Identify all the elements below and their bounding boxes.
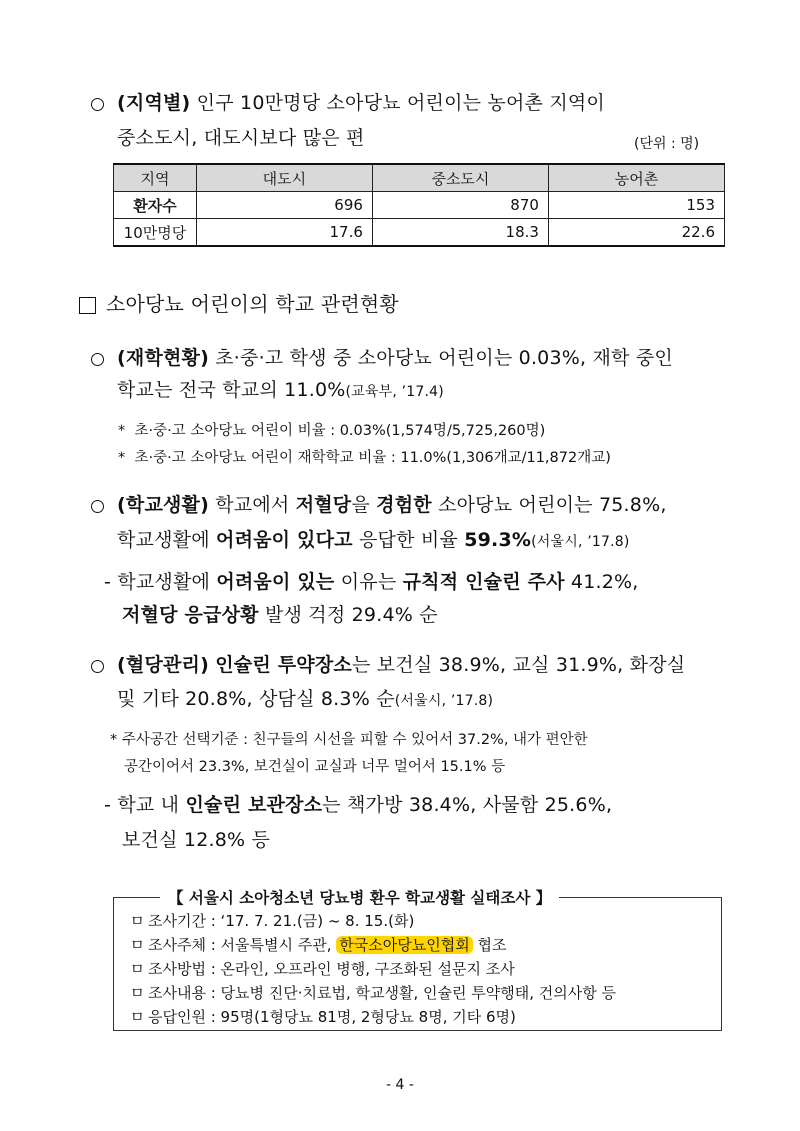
region-line-2: 중소도시, 대도시보다 많은 편 — [117, 127, 365, 149]
management-line-2: 및 기타 20.8%, 상담실 8.3% 순(서울시, ’17.8) — [117, 688, 494, 710]
survey-row-organizer: ㅁ 조사주체 : 서울특별시 주관, 한국소아당뇨인협회 협조 — [130, 936, 507, 954]
unit-label: (단위 : 명) — [634, 136, 700, 152]
region-stats-table — [113, 163, 725, 247]
survey-row-method: ㅁ 조사방법 : 온라인, 오프라인 병행, 구조화된 설문지 조사 — [130, 960, 515, 978]
square-bullet-icon — [79, 297, 96, 314]
management-note-line-2: 공간이어서 23.3%, 보건실이 교실과 너무 멀어서 15.1% 등 — [124, 759, 506, 775]
table-cell: 870 — [372, 192, 548, 219]
dash-marker: - — [104, 571, 112, 593]
region-line-1: (지역별) 인구 10만명당 소아당뇨 어린이는 농어촌 지역이 — [117, 92, 605, 114]
enrollment-line-1: (재학현황) 초·중·고 학생 중 소아당뇨 어린이는 0.03%, 재학 중인 — [117, 347, 673, 369]
square-marker-icon: ㅁ — [130, 936, 145, 954]
page-number: - 4 - — [386, 1077, 414, 1093]
management-sub-line-1: - 학교 내 인슐린 보관장소는 책가방 38.4%, 사물함 25.6%, — [104, 794, 613, 816]
survey-box-title: 【 서울시 소아청소년 당뇨병 환우 학교생활 실태조사 】 — [160, 886, 559, 908]
survey-row-respondents: ㅁ 응답인원 : 95명(1형당뇨 81명, 2형당뇨 8명, 기타 6명) — [130, 1008, 516, 1026]
asterisk-icon: * — [118, 423, 126, 439]
enrollment-note-2: * 초·중·고 소아당뇨 어린이 재학학교 비율 : 11.0%(1,306개교/11,872개교) — [118, 450, 611, 466]
table-header-cell: 농어촌 — [548, 164, 724, 192]
table-cell: 17.6 — [196, 219, 372, 247]
table-cell: 18.3 — [372, 219, 548, 247]
circle-bullet-icon — [91, 660, 104, 673]
section-heading: 소아당뇨 어린이의 학교 관련현황 — [106, 292, 399, 316]
square-marker-icon: ㅁ — [130, 984, 145, 1002]
square-marker-icon: ㅁ — [130, 1008, 145, 1026]
survey-row-period: ㅁ 조사기간 : ‘17. 7. 21.(금) ~ 8. 15.(화) — [130, 912, 415, 930]
asterisk-icon: * — [110, 732, 118, 748]
school-life-sub-line-2: 저혈당 응급상황 발생 걱정 29.4% 순 — [122, 604, 438, 626]
table-row-label: 10만명당 — [114, 219, 197, 247]
square-marker-icon: ㅁ — [130, 960, 145, 978]
table-header-row — [114, 164, 725, 192]
table-cell: 696 — [196, 192, 372, 219]
square-marker-icon: ㅁ — [130, 912, 145, 930]
school-life-sub-line-1: - 학교생활에 어려움이 있는 이유는 규칙적 인슐린 주사 41.2%, — [104, 571, 639, 593]
table-cell: 22.6 — [548, 219, 724, 247]
table-header-cell: 지역 — [114, 164, 197, 192]
enrollment-note-1: * 초·중·고 소아당뇨 어린이 비율 : 0.03%(1,574명/5,725,260명) — [118, 423, 546, 439]
table-row — [114, 219, 725, 247]
table-row — [114, 192, 725, 219]
dash-marker: - — [104, 794, 112, 816]
enrollment-line-2: 학교는 전국 학교의 11.0%(교육부, ’17.4) — [117, 379, 444, 401]
table-row-label: 환자수 — [114, 192, 197, 219]
highlighted-organization: 한국소아당뇨인협회 — [336, 936, 472, 954]
asterisk-icon: * — [118, 450, 126, 466]
school-life-line-2: 학교생활에 어려움이 있다고 응답한 비율 59.3%(서울시, ’17.8) — [117, 529, 630, 551]
table-cell: 153 — [548, 192, 724, 219]
circle-bullet-icon — [91, 353, 104, 366]
circle-bullet-icon — [91, 98, 104, 111]
circle-bullet-icon — [91, 500, 104, 513]
table-header-cell: 중소도시 — [372, 164, 548, 192]
table-header-cell: 대도시 — [196, 164, 372, 192]
survey-row-content: ㅁ 조사내용 : 당뇨병 진단·치료법, 학교생활, 인슐린 투약행태, 건의사항 등 — [130, 984, 616, 1002]
management-line-1: (혈당관리) 인슐린 투약장소는 보건실 38.9%, 교실 31.9%, 화장실 — [117, 654, 686, 676]
management-note-line-1: * 주사공간 선택기준 : 친구들의 시선을 피할 수 있어서 37.2%, 내가 편안한 — [110, 732, 588, 748]
school-life-line-1: (학교생활) 학교에서 저혈당을 경험한 소아당뇨 어린이는 75.8%, — [117, 494, 667, 516]
management-sub-line-2: 보건실 12.8% 등 — [122, 829, 271, 851]
